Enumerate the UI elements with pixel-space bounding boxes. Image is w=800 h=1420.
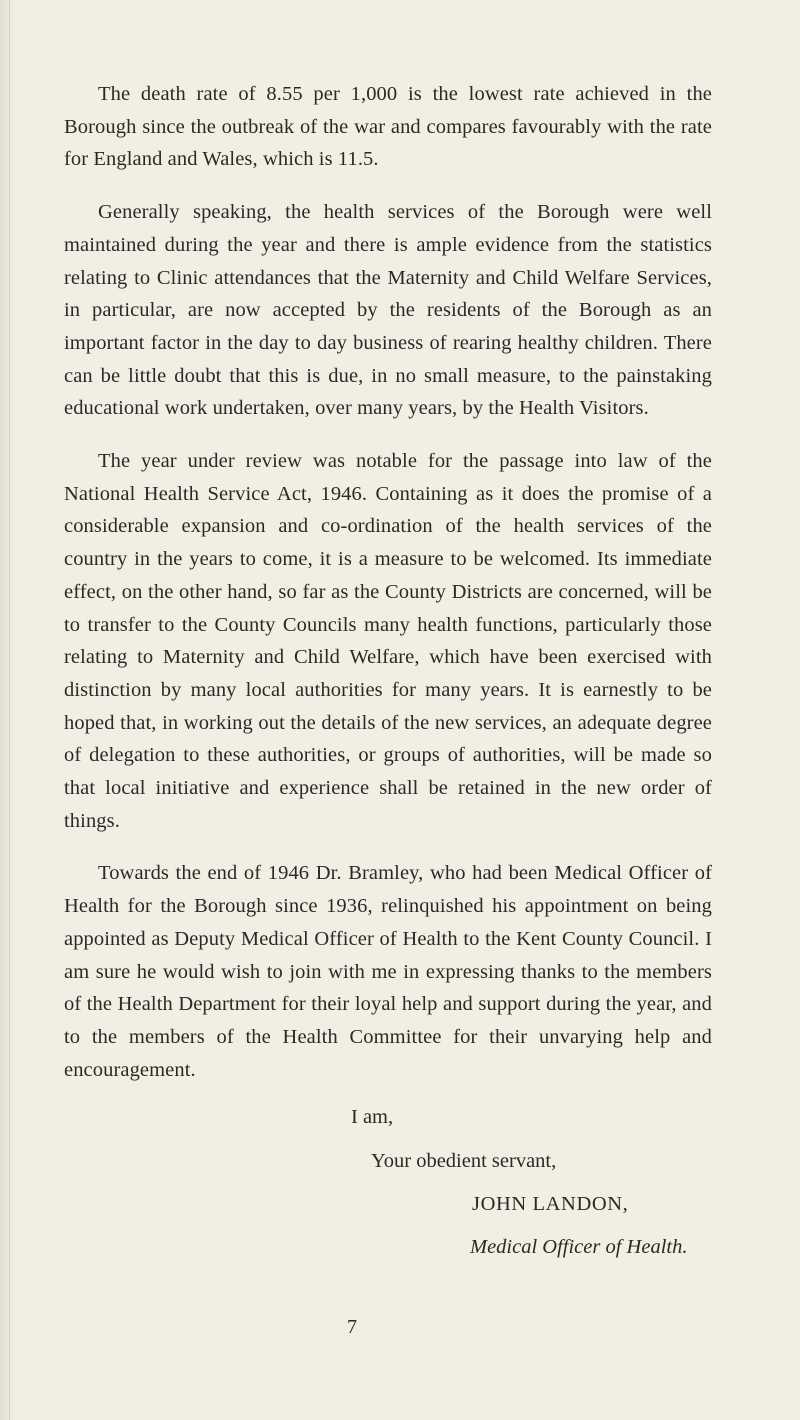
paragraph-health-services: Generally speaking, the health services of the Borough were well maintained during the year and there is ample evidence from the statistics relating to Clinic attendances that the Maternity and Child Welfare Services, in particular, are now accepted by the residents of the Borough as an important factor in the day to day business of rearing healthy children. There can be little doubt that this is due, in no small measure, to the painstaking educational work undertaken, over many years, by the Health Visitors. [64,201,712,420]
signatory-title: Medical Officer of Health. [470,1236,688,1259]
document-body [64,78,712,1276]
paragraph-death-rate: The death rate of 8.55 per 1,000 is the lowest rate achieved in the Borough since the outbreak of the war and compares favourably with the rate for England and Wales, which is 11.5. [64,83,712,171]
paragraph-nhs-act: The year under review was notable for the passage into law of the National Health Service Act, 1946. Containing as it does the promise of a considerable expansion and co-ordination of the health services of the country in the years to come, it is a measure to be welcomed. Its immediate effect, on the other hand, so far as the County Districts are concerned, will be to transfer to the County Councils many health functions, particularly those relating to Maternity and Child Welfare, which have been exercised with distinction by many local authorities for many years. It is earnestly to be hoped that, in working out the details of the new services, an adequate degree of delegation to these authorities, or groups of authorities, will be made so that local initiative and experience shall be retained in the new order of things. [64,450,712,832]
letter-closing [64,1106,712,1276]
closing-servant: Your obedient servant, [371,1150,557,1173]
signatory-name: JOHN LANDON, [472,1193,629,1216]
closing-salutation: I am, [351,1106,394,1129]
paragraph-dr-bramley: Towards the end of 1946 Dr. Bramley, who had been Medical Officer of Health for the Borough since 1936, relinquished his appointment on being appointed as Deputy Medical Officer of Health to the Kent County Council. I am sure he would wish to join with me in expressing thanks to the members of the Health Department for their loyal help and support during the year, and to the members of the Health Committee for their unvarying help and encouragement. [64,862,712,1081]
page-binding-line [9,0,10,1420]
page-number: 7 [347,1316,357,1338]
